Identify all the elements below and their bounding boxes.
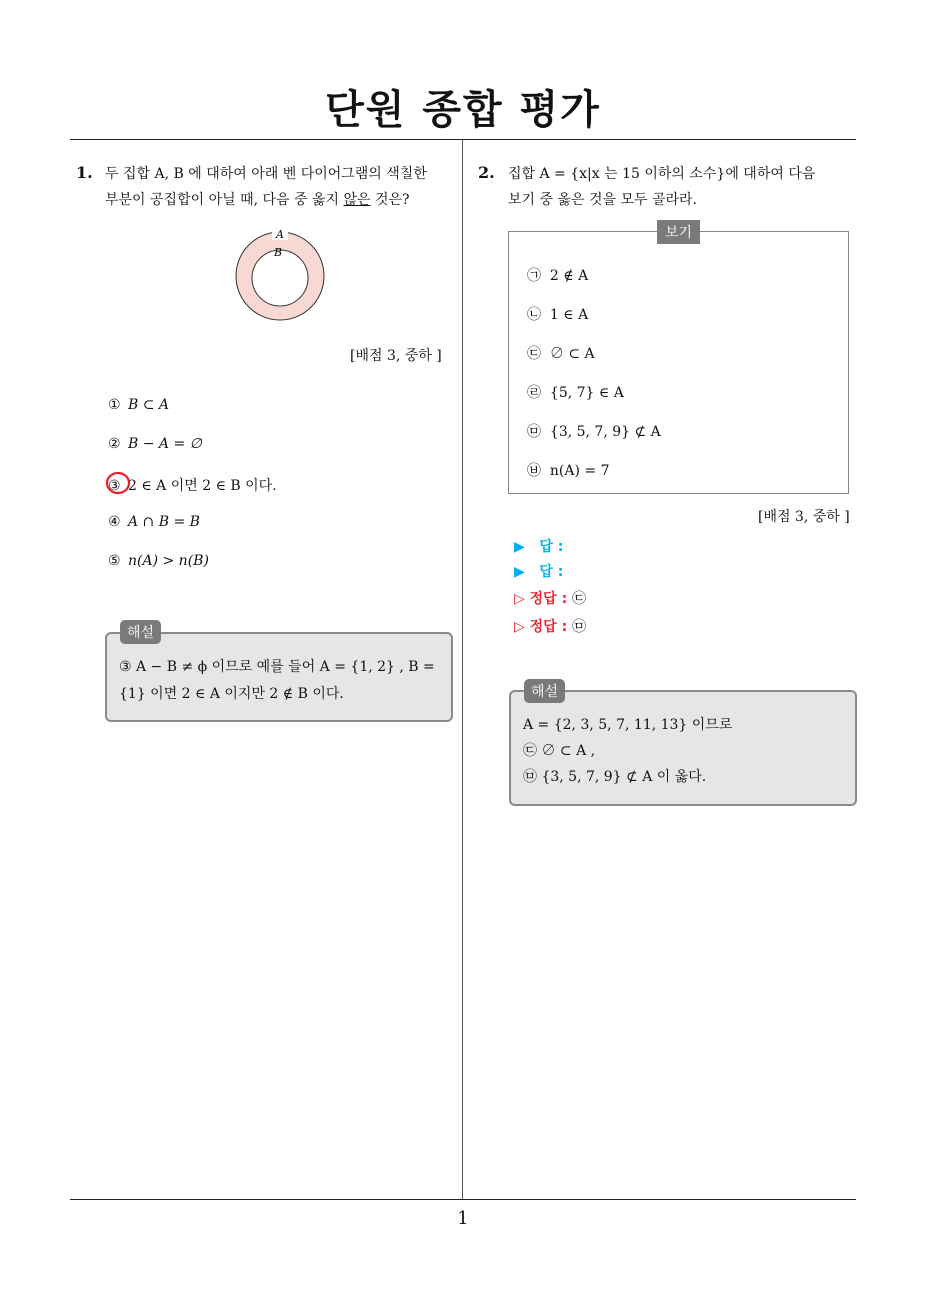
- venn-label-a: A: [276, 228, 284, 241]
- q1-solution-box: [105, 632, 453, 722]
- page-title: 단원 종합 평가: [325, 87, 601, 133]
- q1-solution-line2: {1} 이면 2 ∈ A 이지만 2 ∉ B 이다.: [119, 686, 344, 702]
- q1-option-3[interactable]: ③ 2 ∈ A 이면 2 ∈ B 이다.: [108, 478, 277, 494]
- q1-option-1[interactable]: ① B ⊂ A: [108, 397, 170, 413]
- q2-solution-line3: ㉤ {3, 5, 7, 9} ⊄ A 이 옳다.: [523, 769, 707, 785]
- q2-number: 2.: [478, 163, 495, 182]
- q2-stem-line2: 보기 중 옳은 것을 모두 골라라.: [508, 192, 697, 208]
- q1-solution-label: 해설: [120, 620, 161, 644]
- q2-solution-line2: ㉢ ∅ ⊂ A ,: [523, 743, 596, 759]
- column-divider: [462, 140, 463, 1199]
- q1-stem-line1: 두 집합 A, B 에 대하여 아래 벤 다이어그램의 색칠한: [105, 166, 427, 182]
- bogi-item-4: ㉣ {5, 7} ∈ A: [527, 385, 624, 401]
- bogi-item-5: ㉤ {3, 5, 7, 9} ⊄ A: [527, 424, 661, 440]
- bogi-item-3: ㉢ ∅ ⊂ A: [527, 346, 595, 362]
- correct-answer-2: ▷ 정답 : ㉤: [514, 619, 587, 635]
- q1-option-5[interactable]: ⑤ n(A) > n(B): [108, 553, 209, 569]
- top-rule: [70, 139, 856, 140]
- q2-stem-line1: 집합 A = {x|x 는 15 이하의 소수}에 대하여 다음: [508, 166, 816, 182]
- answer-line-2: ▶ 답 :: [514, 564, 564, 580]
- q1-option-4[interactable]: ④ A ∩ B = B: [108, 514, 200, 530]
- q1-option-2[interactable]: ② B − A = ∅: [108, 436, 202, 452]
- page-number: 1: [457, 1208, 469, 1229]
- correct-answer-1: ▷ 정답 : ㉢: [514, 591, 587, 607]
- q2-solution-line1: A = {2, 3, 5, 7, 11, 13} 이므로: [523, 717, 733, 733]
- bogi-item-6: ㉥ n(A) = 7: [527, 463, 610, 479]
- selected-answer-circle: [104, 470, 132, 496]
- q1-solution-line1: ③ A − B ≠ ϕ 이므로 예를 들어 A = {1, 2} , B =: [119, 659, 435, 675]
- bogi-item-2: ㉡ 1 ∈ A: [527, 307, 589, 323]
- q1-score: [배점 3, 중하 ]: [350, 348, 442, 364]
- q1-stem: [105, 161, 427, 213]
- q2-score: [배점 3, 중하 ]: [758, 509, 850, 525]
- bogi-label: 보기: [657, 220, 700, 244]
- venn-diagram: [230, 226, 330, 326]
- q1-number: 1.: [76, 163, 93, 182]
- q2-solution-box: [509, 690, 857, 806]
- q2-solution-label: 해설: [524, 679, 565, 703]
- bogi-box: [508, 231, 849, 494]
- bogi-item-1: ㉠ 2 ∉ A: [527, 268, 589, 284]
- q1-stem-line2: 부분이 공집합이 아닐 때, 다음 중 옳지 않은 것은?: [105, 192, 410, 208]
- venn-label-b: B: [274, 246, 283, 259]
- answer-line-1: ▶ 답 :: [514, 539, 564, 555]
- q2-stem: [508, 161, 815, 213]
- bottom-rule: [70, 1199, 856, 1200]
